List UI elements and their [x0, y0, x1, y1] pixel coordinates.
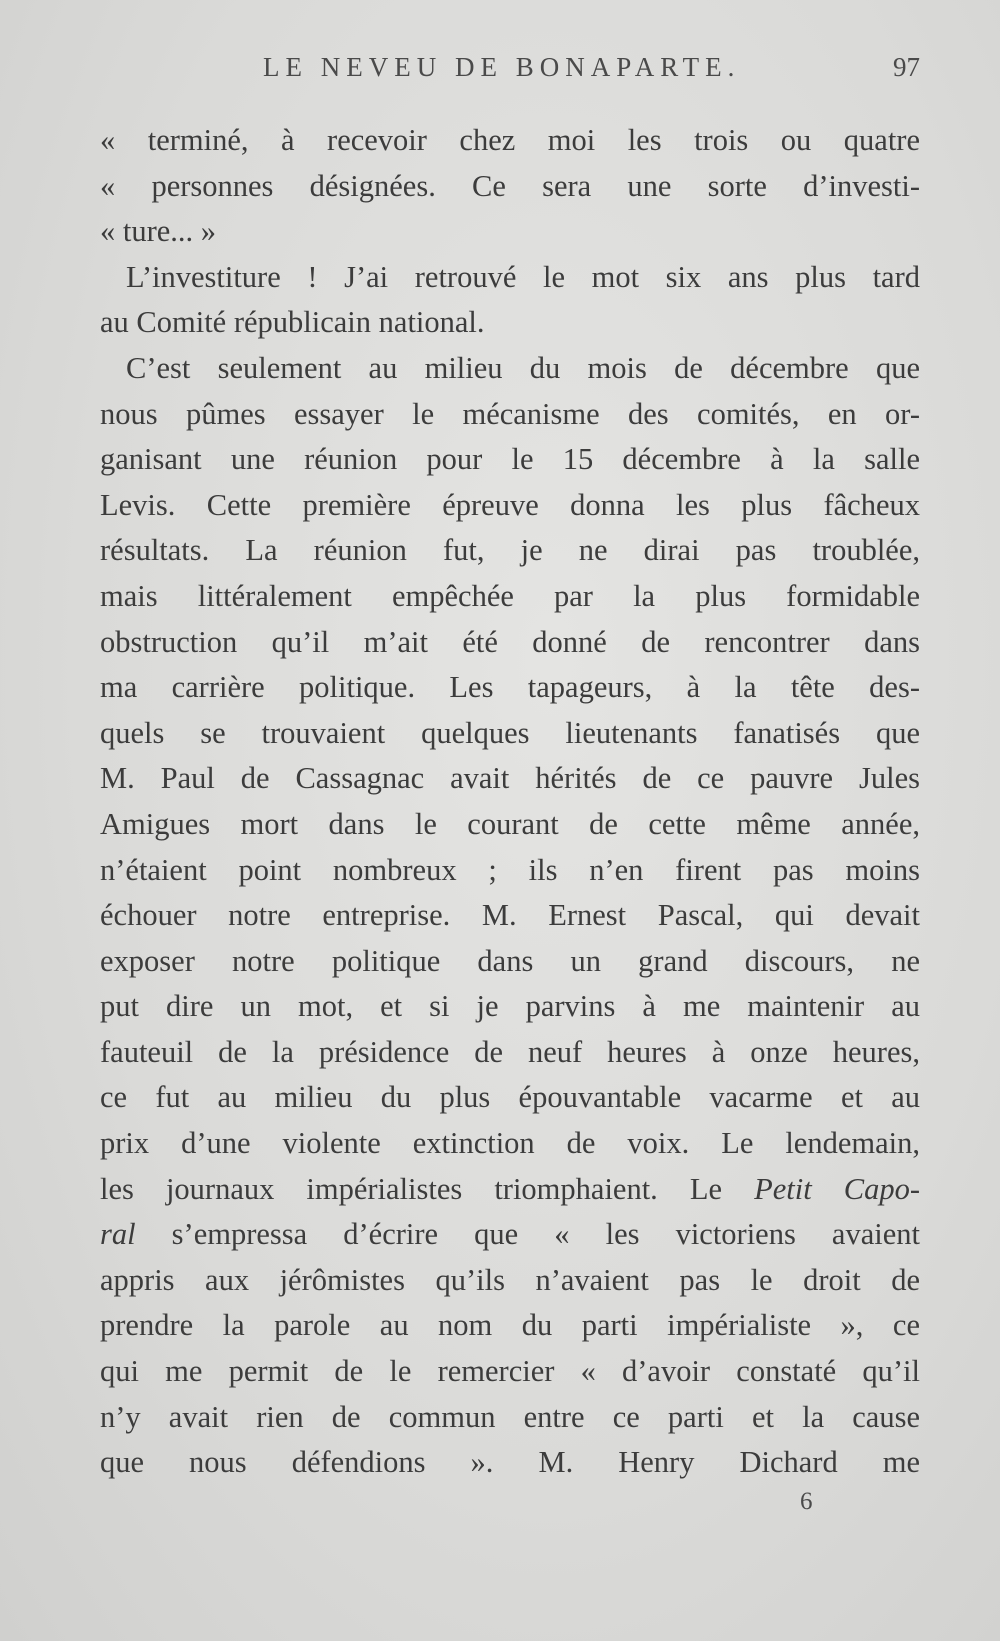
text-line: obstruction qu’il m’ait été donné de rencontrer dans — [100, 624, 920, 659]
text-line — [100, 1212, 920, 1258]
text-line: appris aux jérômistes qu’ils n’avaient pas le droit de — [100, 1262, 920, 1297]
text-line: M. Paul de Cassagnac avait hérités de ce pauvre Jules — [100, 761, 920, 796]
text-line: échouer notre entreprise. M. Ernest Pascal, qui devait — [100, 898, 920, 933]
page-header — [100, 52, 920, 92]
text-line: n’étaient point nombreux ; ils n’en firent pas moins — [100, 852, 920, 887]
text-line: mais littéralement empêchée par la plus formidable — [100, 578, 920, 613]
running-title: LE NEVEU DE BONAPARTE. — [263, 52, 741, 82]
page-number: 97 — [893, 52, 920, 82]
text-line: ganisant une réunion pour le 15 décembre à la salle — [100, 442, 920, 477]
text-line: ce fut au milieu du plus épouvantable vacarme et au — [100, 1080, 920, 1115]
text-line: « terminé, à recevoir chez moi les trois ou quatre — [100, 123, 920, 157]
text-line: « ture... » — [100, 214, 217, 249]
text-run: les journaux impérialistes triomphaient. Le — [100, 1171, 755, 1206]
text-line: prendre la parole au nom du parti impérialiste », ce — [100, 1308, 920, 1343]
text-line: quels se trouvaient quelques lieutenants fanatisés que — [100, 715, 920, 750]
text-line: exposer notre politique dans un grand discours, ne — [100, 943, 920, 978]
text-line: C’est seulement au milieu du mois de décembre que — [126, 350, 920, 385]
italic-title: Petit Capo- — [754, 1171, 920, 1206]
text-line: Amigues mort dans le courant de cette même année, — [100, 806, 920, 841]
text-line: qui me permit de le remercier « d’avoir constaté qu’il — [100, 1354, 920, 1389]
text-line: prix d’une violente extinction de voix. Le lendemain, — [100, 1126, 920, 1161]
text-line: ma carrière politique. Les tapageurs, à la tête des- — [100, 670, 920, 705]
text-line: au Comité républicain national. — [100, 305, 485, 340]
text-line: « personnes désignées. Ce sera une sorte d’investi- — [100, 168, 920, 203]
text-line: que nous défendions ». M. Henry Dichard me — [100, 1445, 920, 1480]
italic-title: ral — [100, 1217, 136, 1252]
body-text — [100, 118, 920, 1486]
text-line: L’investiture ! J’ai retrouvé le mot six ans plus tard — [126, 259, 920, 294]
text-line: résultats. La réunion fut, je ne dirai pas troublée, — [100, 533, 920, 568]
text-line: n’y avait rien de commun entre ce parti et la cause — [100, 1399, 920, 1434]
text-line: fauteuil de la présidence de neuf heures à onze heures, — [100, 1034, 920, 1069]
signature-mark: 6 — [800, 1488, 813, 1515]
text-run: s’empressa d’écrire que « les victoriens avaient — [135, 1217, 920, 1252]
text-line — [100, 1167, 920, 1213]
text-line: Levis. Cette première épreuve donna les plus fâcheux — [100, 487, 920, 522]
text-line: put dire un mot, et si je parvins à me maintenir au — [100, 989, 920, 1024]
text-line: nous pûmes essayer le mécanisme des comités, en or- — [100, 396, 920, 431]
